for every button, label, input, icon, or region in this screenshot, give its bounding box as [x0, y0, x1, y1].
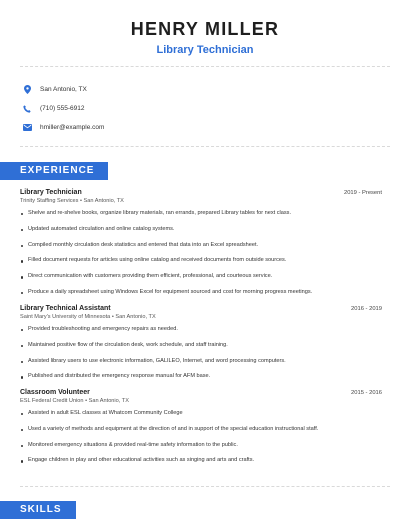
- job-bullets: [20, 206, 382, 301]
- resume-header: [0, 0, 410, 56]
- bullet-item: Used a variety of methods and equipment at the direction of and in support of the special education instructional staff.: [20, 422, 382, 438]
- bullet-item: Produce a daily spreadsheet using Windows Excel for equipment sourced and cost for morning progress meetings.: [20, 285, 382, 301]
- bullet-item: Assisted library users to use electronic information, GALILEO, Internet, and word processing computers.: [20, 354, 382, 370]
- section-heading-experience: EXPERIENCE: [0, 162, 108, 180]
- contact-location: [22, 80, 382, 99]
- contact-email[interactable]: [22, 118, 382, 137]
- bullet-item: Compiled monthly circulation desk statistics and entered that data into an Excel spreadsheet.: [20, 238, 382, 254]
- bullet-item: Published and distributed the emergency response manual for AFM base.: [20, 369, 382, 385]
- bullet-item: Monitored emergency situations & provided real-time safety information to the public.: [20, 438, 382, 454]
- bullet-item: Maintained positive flow of the circulation desk, work schedule, and staff training.: [20, 338, 382, 354]
- bullet-item: Updated automated circulation and online catalog systems.: [20, 222, 382, 238]
- job-title: Classroom Volunteer: [20, 389, 90, 396]
- job-dates: 2015 - 2016: [351, 390, 382, 396]
- bullet-item: Assisted in adult ESL classes at Whatcom Community College: [20, 406, 382, 422]
- job-bullets: [20, 406, 382, 469]
- bullet-item: Engage children in play and other educational activities such as singing and arts and crafts.: [20, 453, 382, 469]
- header-divider: [20, 66, 390, 67]
- candidate-title: Library Technician: [156, 44, 254, 56]
- bullet-item: Direct communication with customers providing them efficient, professional, and courteous service.: [20, 269, 382, 285]
- email-text[interactable]: hmiller@example.com: [40, 124, 105, 131]
- bullet-item: Filled document requests for articles using online catalog and received documents from outside sources.: [20, 253, 382, 269]
- job-company: Saint Mary's University of Minnesota • San Antonio, TX: [20, 314, 156, 320]
- job-bullets: [20, 322, 382, 385]
- job-dates: 2019 - Present: [343, 190, 382, 196]
- job-company: Trinity Staffing Services • San Antonio, TX: [20, 198, 124, 204]
- skills-divider: [20, 486, 390, 487]
- contact-list: [22, 80, 382, 137]
- contact-divider: [20, 146, 390, 147]
- location-text: San Antonio, TX: [40, 86, 87, 93]
- job-entry: [20, 389, 382, 469]
- candidate-name: HENRY MILLER: [130, 19, 280, 39]
- contact-phone: [22, 99, 382, 118]
- job-title: Library Technical Assistant: [20, 305, 111, 312]
- job-entry: [20, 305, 382, 385]
- job-dates: 2016 - 2019: [351, 306, 382, 312]
- phone-icon: [22, 104, 32, 114]
- phone-text: (710) 555-6912: [40, 105, 85, 112]
- job-company: ESL Federal Credit Union • San Antonio, TX: [20, 398, 129, 404]
- job-entry: [20, 189, 382, 301]
- map-pin-icon: [22, 85, 32, 95]
- bullet-item: Provided troubleshooting and emergency repairs as needed.: [20, 322, 382, 338]
- bullet-item: Shelve and re-shelve books, organize library materials, ran errands, prepared Library tables for next class.: [20, 206, 382, 222]
- section-heading-skills: SKILLS: [0, 501, 76, 519]
- job-title: Library Technician: [20, 189, 82, 196]
- envelope-icon: [22, 123, 32, 133]
